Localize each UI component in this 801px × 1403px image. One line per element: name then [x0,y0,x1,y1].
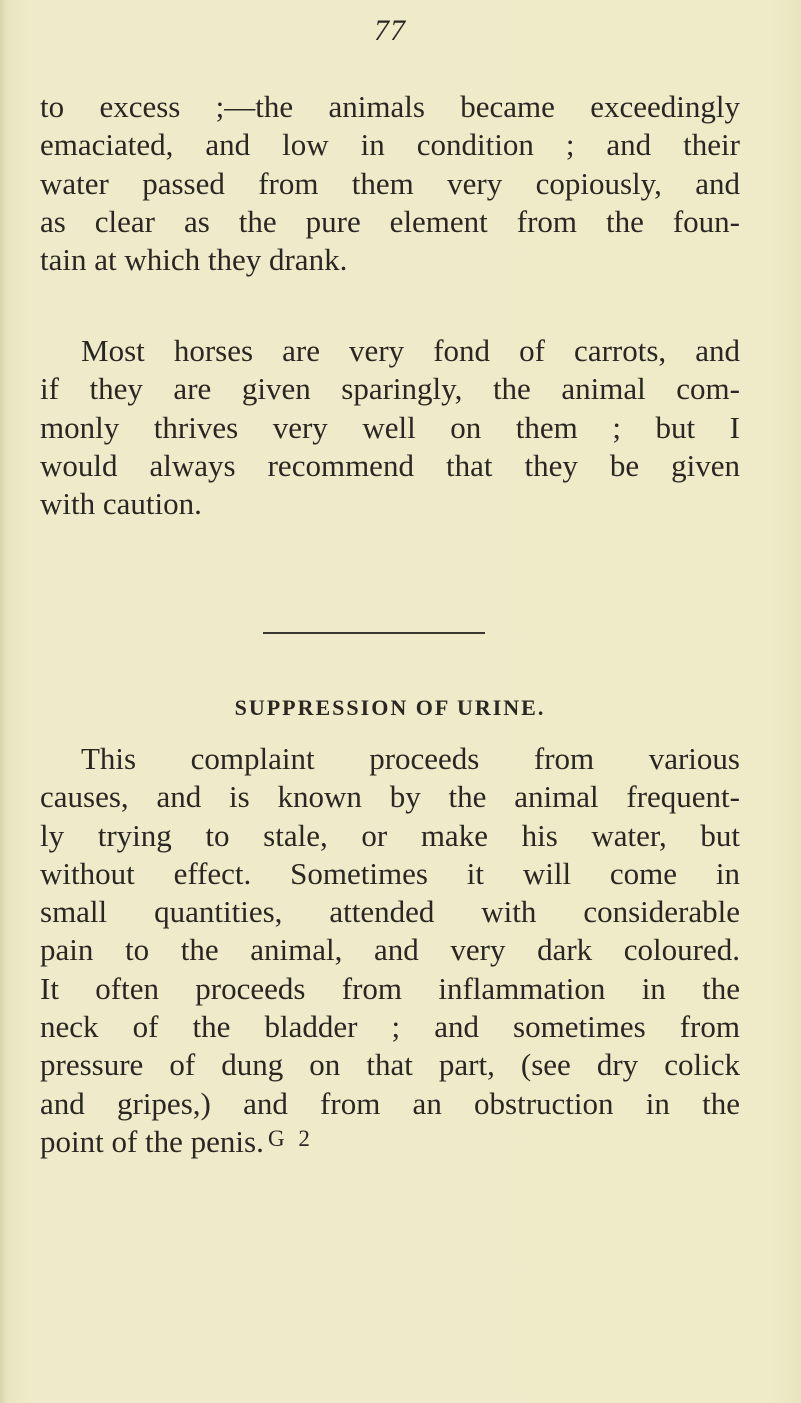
signature-mark: G 2 [268,1126,314,1151]
text-line: ly trying to stale, or make his water, but [40,817,740,853]
text-line: neck of the bladder ; and sometimes from [40,1009,740,1045]
section-divider [263,632,485,634]
paragraph-carry-over [40,88,740,279]
text-line: would always recommend that they be given [40,447,740,483]
text-line: tain at which they drank. [40,242,348,278]
page-number: 77 [374,14,406,47]
text-line: if they are given sparingly, the animal com- [40,371,740,407]
text-line: without effect. Sometimes it will come in [40,855,740,891]
text-line: causes, and is known by the animal frequent- [40,779,740,815]
section-heading: SUPPRESSION OF URINE. [234,695,546,720]
text-line: Most horses are very fond of carrots, and [81,333,740,368]
text-line: water passed from them very copiously, and [40,165,740,201]
paragraph-carrots [40,332,740,523]
text-line: as clear as the pure element from the foun- [40,203,740,239]
text-line: emaciated, and low in condition ; and their [40,127,740,163]
text-line: This complaint proceeds from various [81,741,740,776]
paragraph-suppression [40,740,740,1161]
text-line: monly thrives very well on them ; but I [40,409,740,445]
text-line: It often proceeds from inflammation in the [40,970,740,1006]
text-line: and gripes,) and from an obstruction in the [40,1085,740,1121]
text-line: point of the penis. [40,1123,264,1159]
text-line: pain to the animal, and very dark coloured. [40,932,740,968]
text-line: pressure of dung on that part, (see dry colick [40,1047,740,1083]
text-line: small quantities, attended with considerable [40,894,740,930]
text-line: with caution. [40,486,202,522]
text-line: to excess ;—the animals became exceedingly [40,89,740,124]
page-edge-shadow [0,0,6,1403]
